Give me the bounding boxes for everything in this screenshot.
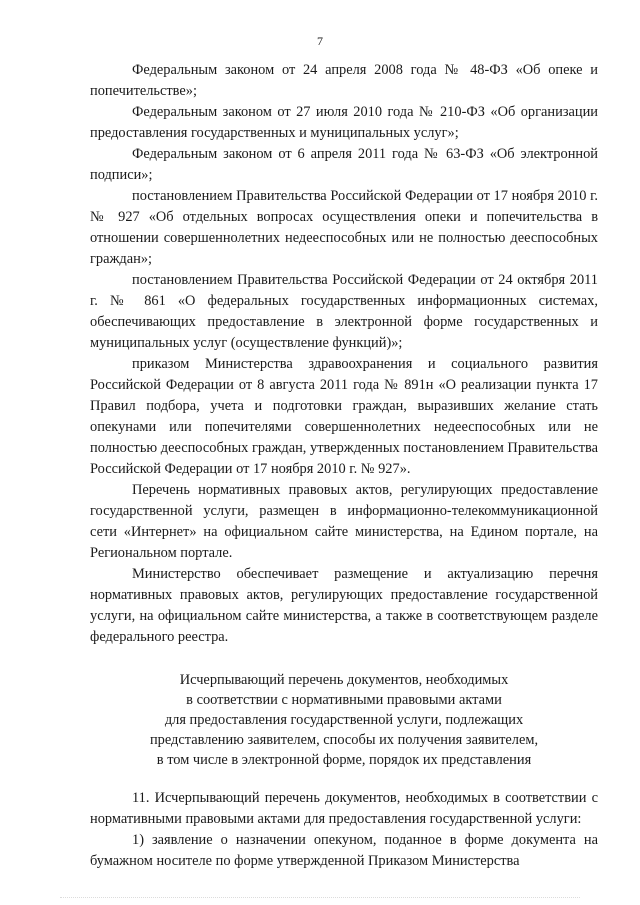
section-11-paragraph: 11. Исчерпывающий перечень документов, необходимых в соответствии с нормативными правовыми актами для предоставления государственной услуги: — [90, 790, 598, 827]
heading-line: в соответствии с нормативными правовыми актами — [186, 692, 502, 708]
heading-line: представлению заявителем, способы их получения заявителем, — [149, 732, 539, 748]
scan-artifact-line — [60, 897, 580, 899]
heading-line: Исчерпывающий перечень документов, необходимых — [179, 672, 509, 688]
paragraph-resolution-861: постановлением Правительства Российской Федерации от 24 октября 2011 г. № 861 «О федеральных государственных информационных системах, обеспечивающих предоставление в электронной форме государственных и муниципальных услуг (осуществление функций)»; — [90, 272, 598, 351]
paragraph-law-48fz: Федеральным законом от 24 апреля 2008 года № 48-ФЗ «Об опеке и попечительстве»; — [90, 62, 598, 99]
paragraph-order-891n: приказом Министерства здравоохранения и социального развития Российской Федерации от 8 августа 2011 года № 891н «О реализации пункта 17 Правил подбора, учета и подготовки граждан, выразивших желание стать опекунами или попечителями совершеннолетних недееспособных или не полностью дееспособных граждан, утвержденных постановлением Правительства Российской Федерации от 17 ноября 2010 г. № 927». — [90, 356, 598, 477]
paragraph-list-published: Перечень нормативных правовых актов, регулирующих предоставление государственной услуги, размещен в информационно-телекоммуникационной сети «Интернет» на официальном сайте министерства, на Едином портале, на Региональном портале. — [90, 482, 598, 561]
paragraph-resolution-927: постановлением Правительства Российской Федерации от 17 ноября 2010 г. № 927 «Об отдельных вопросах осуществления опеки и попечительства в отношении совершеннолетних недееспособных или не полностью дееспособных граждан»; — [90, 188, 598, 267]
paragraph-law-210fz: Федеральным законом от 27 июля 2010 года № 210-ФЗ «Об организации предоставления государственных и муниципальных услуг»; — [90, 104, 598, 141]
paragraph-law-63fz: Федеральным законом от 6 апреля 2011 года № 63-ФЗ «Об электронной подписи»; — [90, 146, 598, 183]
section-heading — [90, 670, 598, 770]
document-body — [90, 60, 598, 872]
list-item-1: 1) заявление о назначении опекуном, поданное в форме документа на бумажном носителе по форме утвержденной Приказом Министерства — [90, 832, 598, 869]
paragraph-ministry-updates: Министерство обеспечивает размещение и актуализацию перечня нормативных правовых актов, регулирующих предоставление государственной услуги, на официальном сайте министерства, а также в соответствующем разделе федерального реестра. — [90, 566, 598, 645]
page-number: 7 — [317, 34, 323, 48]
heading-line: для предоставления государственной услуги, подлежащих — [164, 712, 524, 728]
heading-line: в том числе в электронной форме, порядок их представления — [156, 752, 532, 768]
